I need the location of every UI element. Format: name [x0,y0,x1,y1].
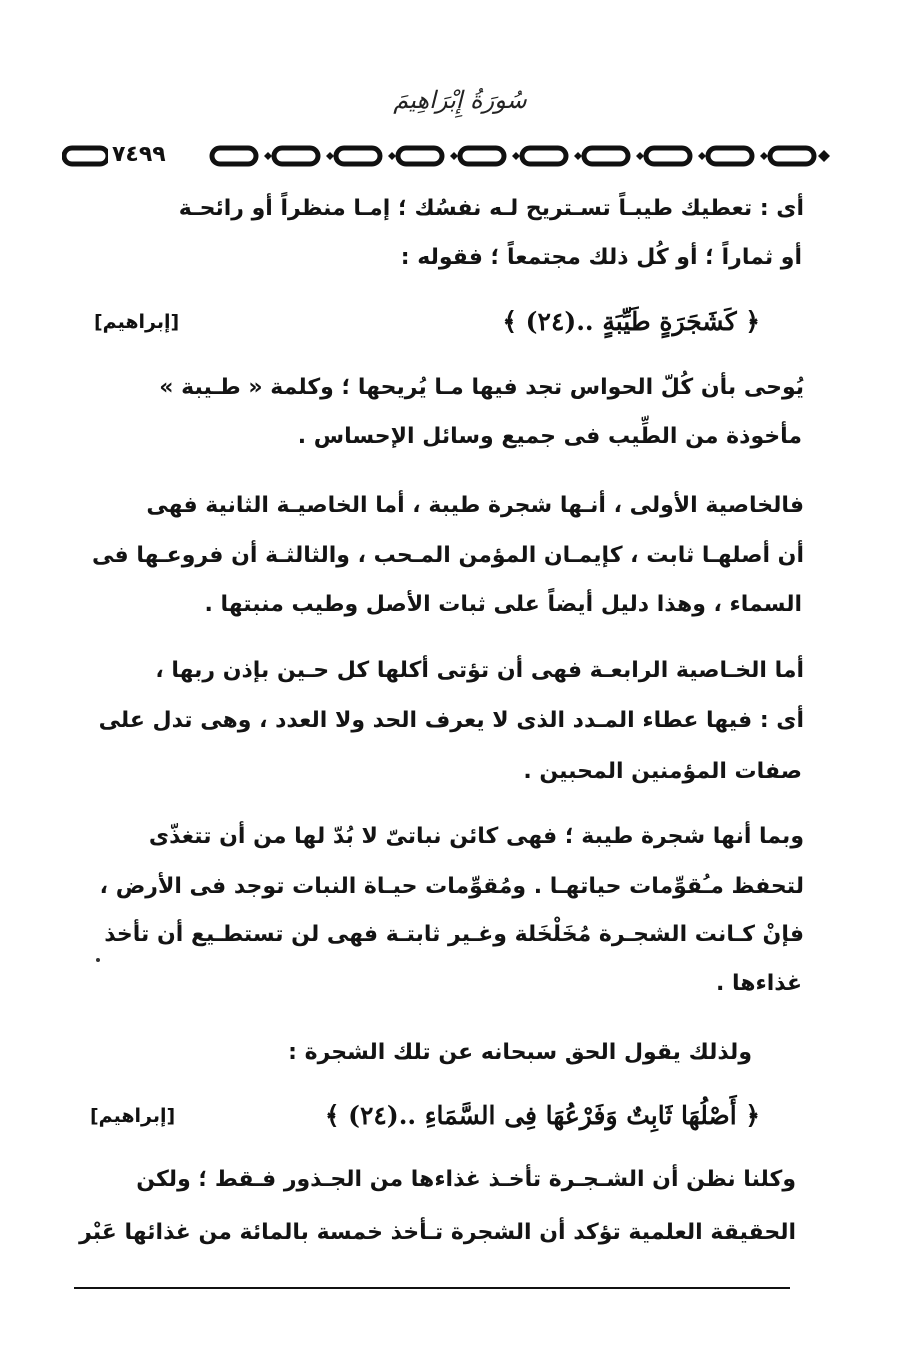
surah-reference: [إبراهيم] [90,1105,176,1127]
text-line: أى : تعطيك طيبـاً تسـتريح لـه نفسُك ؛ إمـا منظراً أو رائحـة [178,196,804,221]
text-line: فالخاصية الأولى ، أنـها شجرة طيبة ، أما الخاصيـة الثانية فهى [146,493,804,518]
text-line: أن أصلهـا ثابت ، كإيمـان المؤمن المـحب ، والثالثـة أن فروعـها فى [92,543,804,568]
text-line: وكلنا نظن أن الشـجـرة تأخـذ غذاءها من الجـذور فـقط ؛ ولكن [136,1167,796,1192]
text-line: لتحفظ مـُقوِّمات حياتهـا . ومُقوِّمات حيـاة النبات توجد فى الأرض ، [99,874,804,899]
text-line: أما الخـاصية الرابعـة فهى أن تؤتى أكلها كل حـين بإذن ربها ، [155,658,804,683]
text-line: ولذلك يقول الحق سبحانه عن تلك الشجرة : [288,1040,752,1065]
text-line: وبما أنها شجرة طيبة ؛ فهى كائن نباتىّ لا بُدّ لها من أن تتغذّى [148,824,804,849]
text-line: مأخوذة من الطِّيب فى جميع وسائل الإحساس . [297,424,802,449]
surah-reference: [إبراهيم] [94,311,180,333]
text-line: يُوحى بأن كُلّ الحواس تجد فيها مـا يُريحها ؛ وكلمة « طـيبة » [159,375,804,400]
quran-verse: ﴿ كَشَجَرَةٍ طَيِّبَةٍ ..(٢٤) ﴾ [502,307,760,336]
text-line: غذاءها . [715,971,802,996]
page-number: ٧٤٩٩ [108,142,170,167]
text-line: الحقيقة العلمية تؤكد أن الشجرة تـأخذ خمسة بالمائة من غذائها عَبْر [79,1220,796,1245]
quran-verse: ﴿ أَصْلُهَا ثَابِتٌ وَفَرْعُهَا فِى السَّمَاءِ ..(٢٤) ﴾ [324,1101,760,1130]
text-line: أى : فيها عطاء المـدد الذى لا يعرف الحد ولا العدد ، وهى تدل على [98,708,804,733]
footer-rule [74,1287,790,1289]
text-line: السماء ، وهذا دليل أيضاً على ثبات الأصل وطيب منبتها . [204,592,802,617]
surah-title: سُورَةُ إِبْرَاهِيمَ [393,86,527,114]
text-line: صفات المؤمنين المحبين . [523,759,802,784]
ornamental-chain-border [62,140,842,172]
ink-speck [96,958,100,962]
text-line: فإنْ كـانت الشجـرة مُخَلْخَلة وغـير ثابتـة فهى لن تستطـيع أن تأخذ [104,922,804,947]
text-line: أو ثماراً ؛ أو كُل ذلك مجتمعاً ؛ فقوله : [400,245,802,270]
